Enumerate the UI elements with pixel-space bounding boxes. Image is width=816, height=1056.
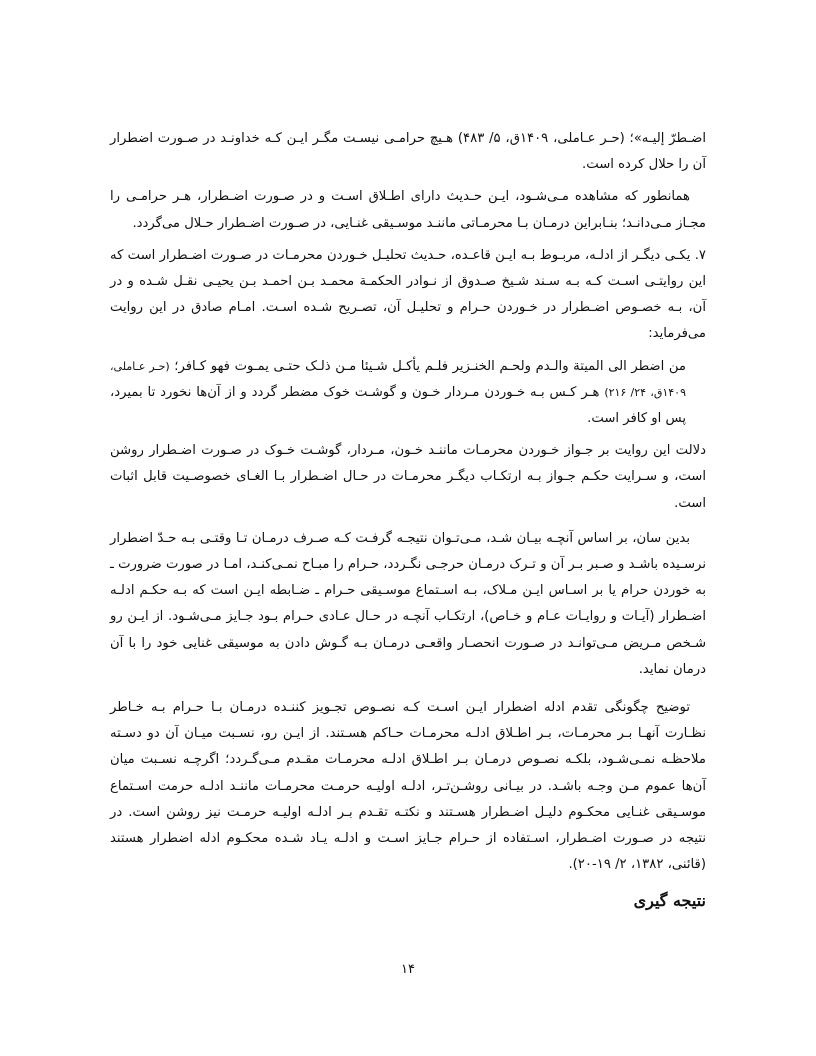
quote-translation: هـر کـس بـه خـوردن مـردار خـون و گوشـت خوک مضطر گردد و از آن‌ها نخورد تا بمیرد، پس او کافر است.	[110, 384, 686, 427]
hadith-quote	[110, 354, 706, 433]
paragraph-hadith-analysis: همانطور که مشاهده مـی‌شـود، ایـن حـدیث دارای اطـلاق اسـت و در صـورت اضـطرار، هـر حرامـی را مجـاز مـی‌دانـد؛ بنـابراین درمـان بـا محرمـاتی ماننـد موسـیقی غنـایی، در صـورت اضـطرار حـلال می‌گردد.	[110, 189, 706, 231]
paragraph-explanation: توضیح چگونگی تقدم ادله اضطرار ایـن اسـت کـه نصـوص تجـویز کننـده درمـان بـا حـرام بـه خـاطر نظـارت آنهـا بـر محرمـات، بـر اطـلاق ادلـه محرمـات حـاکم هسـتند. از ایـن رو، نسـبت میـان آن دو دسـته ملاحظـه نمـی‌شـود، بلکـه نصـوص درمـان بـر اطـلاق ادلـه محرمـات مقـدم مـی‌گـردد؛ اگرچـه نسـبت میان آن‌ها عموم مـن وجـه باشـد. در بیـانی روشـن‌تـر، ادلـه اولیـه حرمـت محرمـات ماننـد ادلـه حرمت اسـتماع موسـیقی غنـایی محکـوم دلیـل اضـطرار هسـتند و نکتـه تقـدم بـر ادلـه اولیـه حرمـت نیز روشن است. در نتیجه در صـورت اضـطرار، اسـتفاده از حـرام جـایز اسـت و ادلـه یـاد شـده محکـوم ادله اضطرار هستند (قائنی، ۱۳۸۲، ۲/ ۱۹-۲۰).	[110, 700, 706, 873]
quote-citation: (حـر عـاملی، ۱۴۰۹ق، ۲۴/ ۲۱۶)	[110, 359, 686, 399]
paragraph-conclusion: بدین سان، بر اساس آنچـه بیـان شـد، مـی‌تـوان نتیجـه گرفـت کـه صـرف درمـان تـا وقتـی بـه حـدّ اضطرار نرسـیده باشـد و صـبر بـر آن و تـرک درمـان حرجـی نگـردد، حـرام را مبـاح نمـی‌کنـد، امـا در صورت ضرورت ـ به خوردن حرام یا بر اسـاس ایـن مـلاک، بـه اسـتماع موسـیقی حـرام ـ ضـابطه ایـن است که بـه حکـم ادلـه اضـطرار (آیـات و روایـات عـام و خـاص)، ارتکـاب آنچـه در حـال عـادی حـرام بـود جـایز مـی‌شـود. از ایـن رو شـخص مـریض مـی‌توانـد در صـورت انحصـار واقعـی درمـان بـه گـوش دادن به موسیقی غنایی خود را با آن درمان نماید.	[110, 530, 706, 677]
page-number: ۱۴	[401, 962, 415, 977]
paragraph-seventh-proof: ۷. یکـی دیگـر از ادلـه، مربـوط بـه ایـن قاعـده، حـدیث تحلیـل خـوردن محرمـات در صـورت اضـطرار است که این روایتـی اسـت کـه بـه سـند شـیخ صـدوق از نـوادر الحکمـة محمـد بـن احمـد بـن یحیـی نقـل شـده و در آن، بـه خصـوص اضـطرار در خـوردن حـرام و تحلیـل آن، تصـریح شـده اسـت. امـام صادق در این روایت می‌فرماید:	[110, 247, 706, 342]
quote-arabic: من اضطر الی المیتة والـدم ولحـم الخنـزیر فلـم یأکـل شـیئا مـن ذلـک حتـی یمـوت فهو کـافر؛	[174, 358, 686, 374]
document-body	[110, 126, 706, 914]
paragraph-continuation: اضـطرّ إليـه»؛ (حـر عـاملی، ۱۴۰۹ق، ۵/ ۴۸۳) هـیچ حرامـی نیسـت مگـر ایـن کـه خداونـد در صـورت اضطرار آن را حلال کرده است.	[110, 131, 707, 173]
section-heading: نتیجه گیری	[633, 891, 706, 911]
paragraph-after-quote: دلالت این روایت بر جـواز خـوردن محرمـات ماننـد خـون، مـردار، گوشـت خـوک در صـورت اضـطرار روشن است، و سـرایت حکـم جـواز بـه ارتکـاب دیگـر محرمـات در حـال اضـطرار بـا الغـای خصوصـیت قابل اثبات است.	[110, 443, 706, 511]
